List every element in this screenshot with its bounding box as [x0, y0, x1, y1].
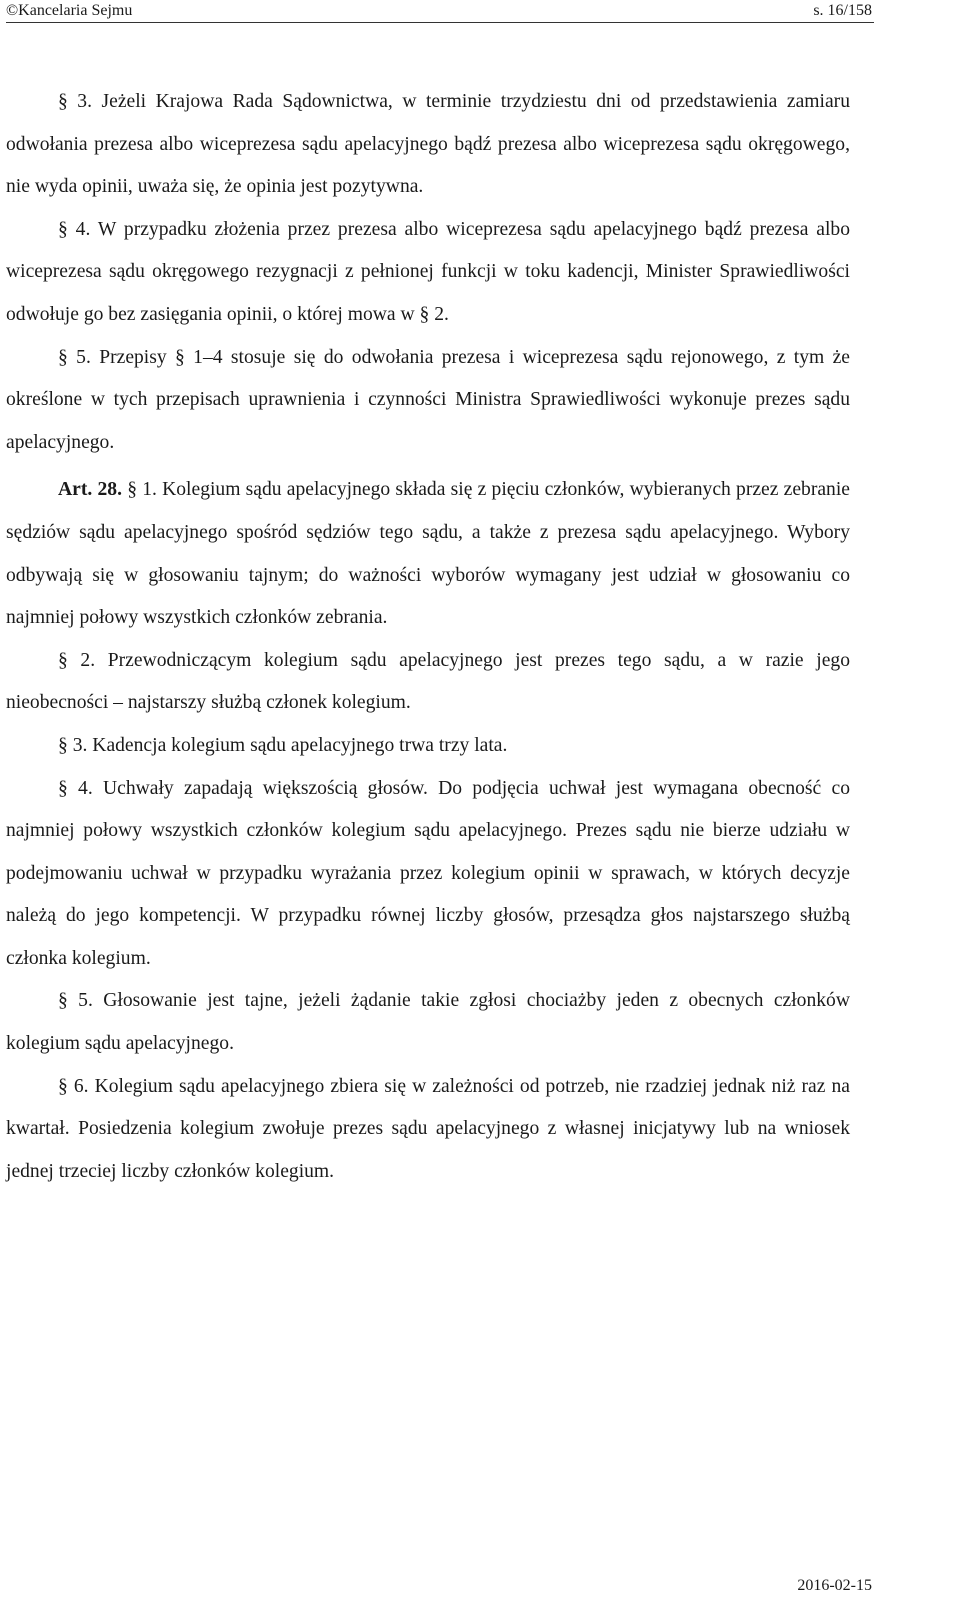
page-number: s. 16/158	[813, 2, 872, 19]
article-heading: Art. 28.	[58, 479, 122, 501]
copyright-label: ©Kancelaria Sejmu	[6, 2, 133, 19]
article-text: § 1. Kolegium sądu apelacyjnego składa się z pięciu członków, wybieranych przez zebranie sędziów sądu apelacyjnego spośród sędziów tego sądu, a także z prezesa sądu apelacyjnego. Wybory odbywają się w głosowaniu tajnym; do ważności wyborów wymagany jest udział w głosowaniu co najmniej połowy wszystkich członków zebrania.	[6, 479, 850, 629]
paragraph-s4: § 4. W przypadku złożenia przez prezesa albo wiceprezesa sądu apelacyjnego bądź prezesa albo wiceprezesa sądu okręgowego rezygnacji z pełnionej funkcji w toku kadencji, Minister Sprawiedliwości odwołuje go bez zasięgania opinii, o której mowa w § 2.	[6, 218, 850, 325]
paragraph-art28-s1	[6, 469, 850, 639]
paragraph-art28-s4: § 4. Uchwały zapadają większością głosów. Do podjęcia uchwał jest wymagana obecność co najmniej połowy wszystkich członków kolegium sądu apelacyjnego. Prezes sądu nie bierze udziału w podejmowaniu uchwał w przypadku wyrażania przez kolegium opinii w sprawach, w których decyzje należą do jego kompetencji. W przypadku równej liczby głosów, przesądza głos najstarszego służbą członka kolegium.	[6, 777, 850, 969]
page-header	[0, 0, 960, 26]
page-footer-date: 2016-02-15	[797, 1577, 872, 1594]
paragraph-art28-s6: § 6. Kolegium sądu apelacyjnego zbiera się w zależności od potrzeb, nie rzadziej jednak niż raz na kwartał. Posiedzenia kolegium zwołuje prezes sądu apelacyjnego z własnej inicjatywy lub na wniosek jednej trzeciej liczby członków kolegium.	[6, 1075, 850, 1182]
paragraph-art28-s3: § 3. Kadencja kolegium sądu apelacyjnego trwa trzy lata.	[58, 734, 508, 756]
paragraph-s3: § 3. Jeżeli Krajowa Rada Sądownictwa, w terminie trzydziestu dni od przedstawienia zamiaru odwołania prezesa albo wiceprezesa sądu apelacyjnego bądź prezesa albo wiceprezesa sądu okręgowego, nie wyda opinii, uważa się, że opinia jest pozytywna.	[6, 91, 850, 198]
paragraph-art28-s2: § 2. Przewodniczącym kolegium sądu apelacyjnego jest prezes tego sądu, a w razie jego nieobecności – najstarszy służbą członek kolegium.	[6, 649, 850, 714]
paragraph-s5: § 5. Przepisy § 1–4 stosuje się do odwołania prezesa i wiceprezesa sądu rejonowego, z tym że określone w tych przepisach uprawnienia i czynności Ministra Sprawiedliwości wykonuje prezes sądu apelacyjnego.	[6, 346, 850, 453]
header-rule	[6, 22, 874, 23]
paragraph-art28-s5: § 5. Głosowanie jest tajne, jeżeli żądanie takie zgłosi chociażby jeden z obecnych członków kolegium sądu apelacyjnego.	[6, 990, 850, 1055]
document-body	[6, 81, 850, 1193]
